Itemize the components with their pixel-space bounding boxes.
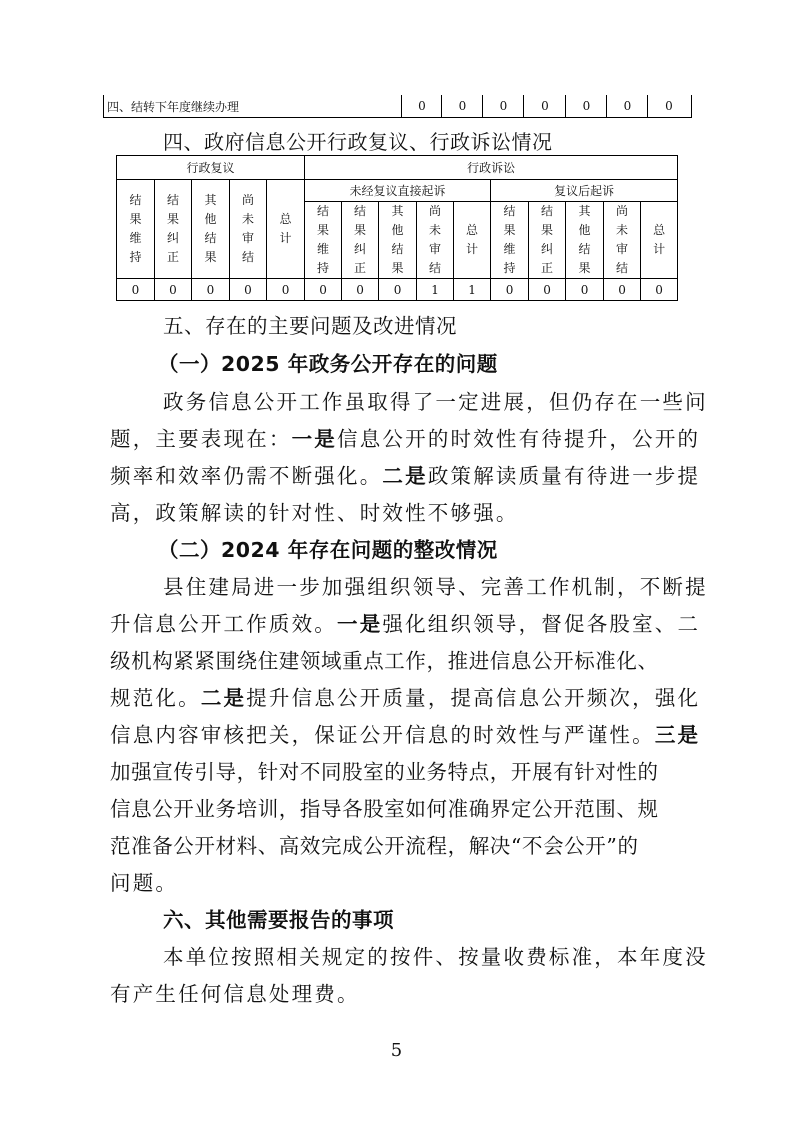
col-header: 结果维持 [305,202,342,279]
col-header: 结果维持 [491,202,529,279]
section5-sub1-title: （一）2025 年政务公开存在的问题 [158,352,498,376]
paragraph-line: 高，政策解读的针对性、时效性不够强。 [110,501,519,525]
col-header: 结果纠正 [342,202,379,279]
col-header: 总计 [641,202,678,279]
header-admin-litigation: 行政诉讼 [305,156,678,180]
paragraph-line: 题，主要表现在：一是信息公开的时效性有待提升，公开的 [110,427,701,451]
review-litigation-table [116,155,678,301]
page-number: 5 [390,1040,403,1061]
col-header: 其他结果 [566,202,604,279]
paragraph-line: 范准备公开材料、高效完成公开流程，解决“不会公开”的 [110,834,639,858]
paragraph-line: 政务信息公开工作虽取得了一定进展，但仍存在一些问 [163,390,708,414]
carryover-value: 0 [441,95,483,117]
paragraph-line: 规范化。二是提升信息公开质量，提高信息公开频次，强化 [110,686,701,710]
header-suit-after-review: 复议后起诉 [491,180,678,202]
paragraph-line: 频率和效率仍需不断强化。二是政策解读质量有待进一步提 [110,464,701,488]
direct-suit-value: 0 [379,279,417,301]
review-value: 0 [117,279,155,301]
section4-title: 四、政府信息公开行政复议、行政诉讼情况 [163,130,553,154]
section5-title: 五、存在的主要问题及改进情况 [163,314,457,338]
header-direct-suit: 未经复议直接起诉 [305,180,491,202]
col-header: 结果维持 [117,180,155,279]
carryover-value: 0 [565,95,607,117]
carryover-table-row [103,95,692,118]
after-review-suit-value: 0 [529,279,566,301]
paragraph-line: 级机构紧紧围绕住建领域重点工作，推进信息公开标准化、 [110,649,659,673]
col-header: 其他结果 [192,180,230,279]
section6-title: 六、其他需要报告的事项 [163,908,394,932]
col-header: 其他结果 [379,202,417,279]
direct-suit-value: 1 [454,279,491,301]
after-review-suit-value: 0 [491,279,529,301]
paragraph-line: 本单位按照相关规定的按件、按量收费标准，本年度没 [163,945,708,969]
review-value: 0 [230,279,267,301]
review-value: 0 [192,279,230,301]
direct-suit-value: 0 [305,279,342,301]
direct-suit-value: 0 [342,279,379,301]
table-row [117,279,678,301]
paragraph-line: 信息公开业务培训，指导各股室如何准确界定公开范围、规 [110,797,659,821]
review-value: 0 [155,279,192,301]
paragraph-line: 问题。 [110,871,179,895]
review-value: 0 [267,279,305,301]
after-review-suit-value: 0 [641,279,678,301]
carryover-row-label: 四、结转下年度继续办理 [107,100,240,114]
direct-suit-value: 1 [417,279,454,301]
paragraph-line: 县住建局进一步加强组织领导、完善工作机制，不断提 [163,575,708,599]
header-admin-review: 行政复议 [117,156,305,180]
carryover-value: 0 [401,95,442,117]
col-header: 结果纠正 [529,202,566,279]
after-review-suit-value: 0 [604,279,641,301]
col-header: 尚未审结 [604,202,641,279]
col-header: 尚未审结 [417,202,454,279]
section5-sub2-title: （二）2024 年存在问题的整改情况 [158,538,498,562]
col-header: 尚未审结 [230,180,267,279]
carryover-value: 0 [647,95,690,117]
carryover-value: 0 [606,95,648,117]
paragraph-line: 升信息公开工作质效。一是强化组织领导，督促各股室、二 [110,612,701,636]
paragraph-line: 信息内容审核把关，保证公开信息的时效性与严谨性。三是 [110,723,701,747]
after-review-suit-value: 0 [566,279,604,301]
col-header: 总计 [267,180,305,279]
carryover-value: 0 [482,95,524,117]
paragraph-line: 加强宣传引导，针对不同股室的业务特点，开展有针对性的 [110,760,659,784]
carryover-value: 0 [523,95,566,117]
paragraph-line: 有产生任何信息处理费。 [110,982,360,1006]
col-header: 结果纠正 [155,180,192,279]
col-header: 总计 [454,202,491,279]
